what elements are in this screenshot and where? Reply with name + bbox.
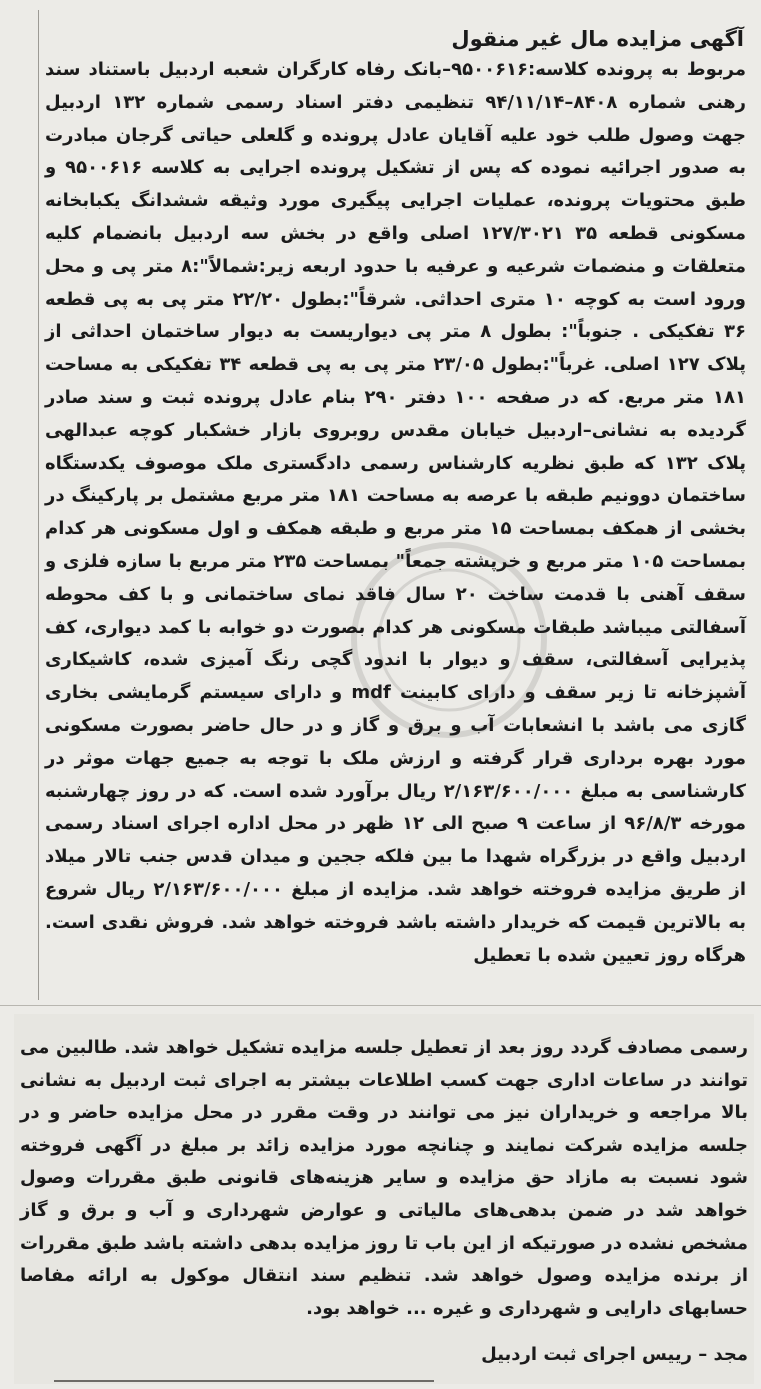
- bottom-rule: [54, 1380, 434, 1382]
- column-separator: [0, 1005, 761, 1006]
- notice-continuation: رسمی مصادف گردد روز بعد از تعطیل جلسه مزایده تشکیل خواهد شد. طالبین می توانند در ساعات اداری جهت کسب اطلاعات بیشتر به اجرای ثبت اردبیل به نشانی بالا مراجعه و خریداران نیز می توانند در وقت مقرر در محل مزایده حاضر و در جلسه مزایده شرکت نمایند و چنانچه مورد مزایده زائد بر مبلغ در آگهی فروخته شود نسبت به مازاد حق مزایده و سایر هزینه‌های قانونی طبق مقررات وصول خواهد شد در ضمن بدهی‌های مالیاتی و عوارض شهرداری و آب و برق و گاز مشخص نشده در صورتیکه از این باب تا روز مزایده بدهی داشته باشد طبق مقررات از برنده مزایده وصول خواهد شد. تنظیم سند انتقال موکول به ارائه مفاصا حسابهای دارایی و شهرداری و غیره ... خواهد بود.: [20, 1037, 748, 1319]
- notice-signature: مجد – رییس اجرای ثبت اردبیل: [481, 1344, 748, 1365]
- notice-body: مربوط به پرونده کلاسه:۹۵۰۰۶۱۶–بانک رفاه کارگران شعبه اردبیل باستناد سند رهنی شماره ۸۴۰۸–۹۴/۱۱/۱۴ تنظیمی دفتر اسناد رسمی شماره ۱۳۲ اردبیل جهت وصول طلب خود علیه آقایان عادل پرونده و گلعلی حیاتی گرجان مبادرت به صدور اجرائیه نموده که پس از تشکیل پرونده اجرایی به کلاسه ۹۵۰۰۶۱۶ و طبق محتویات پرونده، عملیات اجرایی پیگیری مورد وثیقه ششدانگ یکبابخانه مسکونی قطعه ۳۵ ۱۲۷/۳۰۲۱ اصلی واقع در بخش سه اردبیل بانضمام کلیه متعلقات و منضمات شرعیه و عرفیه با حدود اربعه زیر:شمالاً":۸ متر پی و محل ورود است به کوچه ۱۰ متری احداثی. شرقاً":بطول ۲۲/۲۰ متر پی به پی قطعه ۳۶ تفکیکی . جنوباً": بطول ۸ متر پی دیواریست به دیوار ساختمان احداثی از پلاک ۱۲۷ اصلی. غرباً":بطول ۲۳/۰۵ متر پی به پی قطعه ۳۴ تفکیکی به مساحت ۱۸۱ متر مربع. که در صفحه ۱۰۰ دفتر ۲۹۰ بنام عادل پرونده ثبت و سند صادر گردیده به نشانی–اردبیل خیابان مقدس روبروی بازار خشکبار کوچه عبدالهی پلاک ۱۳۲ که طبق نظریه کارشناس رسمی دادگستری ملک موصوف یکدستگاه ساختمان دوونیم طبقه با عرصه به مساحت ۱۸۱ متر مربع مشتمل بر پارکینگ در بخشی از همکف بمساحت ۱۵ متر مربع و طبقه همکف و اول مسکونی هر کدام بمساحت ۱۰۵ متر مربع و خرپشته جمعاً" بمساحت ۲۳۵ متر مربع با سازه فلزی و سقف آهنی با قدمت ساخت ۲۰ سال فاقد نمای ساختمانی و با کف محوطه آسفالتی میباشد طبقات مسکونی هر کدام بصورت دو خوابه با کمد دیواری، کف پذیرایی آسفالتی، سقف و دیوار با اندود گچی رنگ آمیزی شده، کاشیکاری آشپزخانه تا زیر سقف و دارای کابینت mdf و دارای سیستم گرمایشی بخاری گازی می باشد با انشعابات آب و برق و گاز و در حال حاضر بصورت مسکونی مورد بهره برداری قرار گرفته و ارزش ملک با توجه به جمیع جهات موثر در کارشناسی به مبلغ ۲/۱۶۳/۶۰۰/۰۰۰ ریال برآورد شده است. که در روز چهارشنبه مورخه ۹۶/۸/۳ از ساعت ۹ صبح الی ۱۲ ظهر در محل اداره اجرای اسناد رسمی اردبیل واقع در بزرگراه شهدا ما بین فلکه ججین و میدان قدس جنب تالار میلاد از طریق مزایده فروخته خواهد شد. مزایده از مبلغ ۲/۱۶۳/۶۰۰/۰۰۰ ریال شروع به بالاترین قیمت که خریدار داشته باشد فروخته خواهد شد. فروش نقدی است. هرگاه روز تعیین شده با تعطیل: [45, 59, 747, 966]
- notice-title: آگهی مزایده مال غیر منقول: [451, 27, 744, 51]
- notice-main-column: [38, 10, 754, 1000]
- notice-continued-column: [14, 1014, 754, 1384]
